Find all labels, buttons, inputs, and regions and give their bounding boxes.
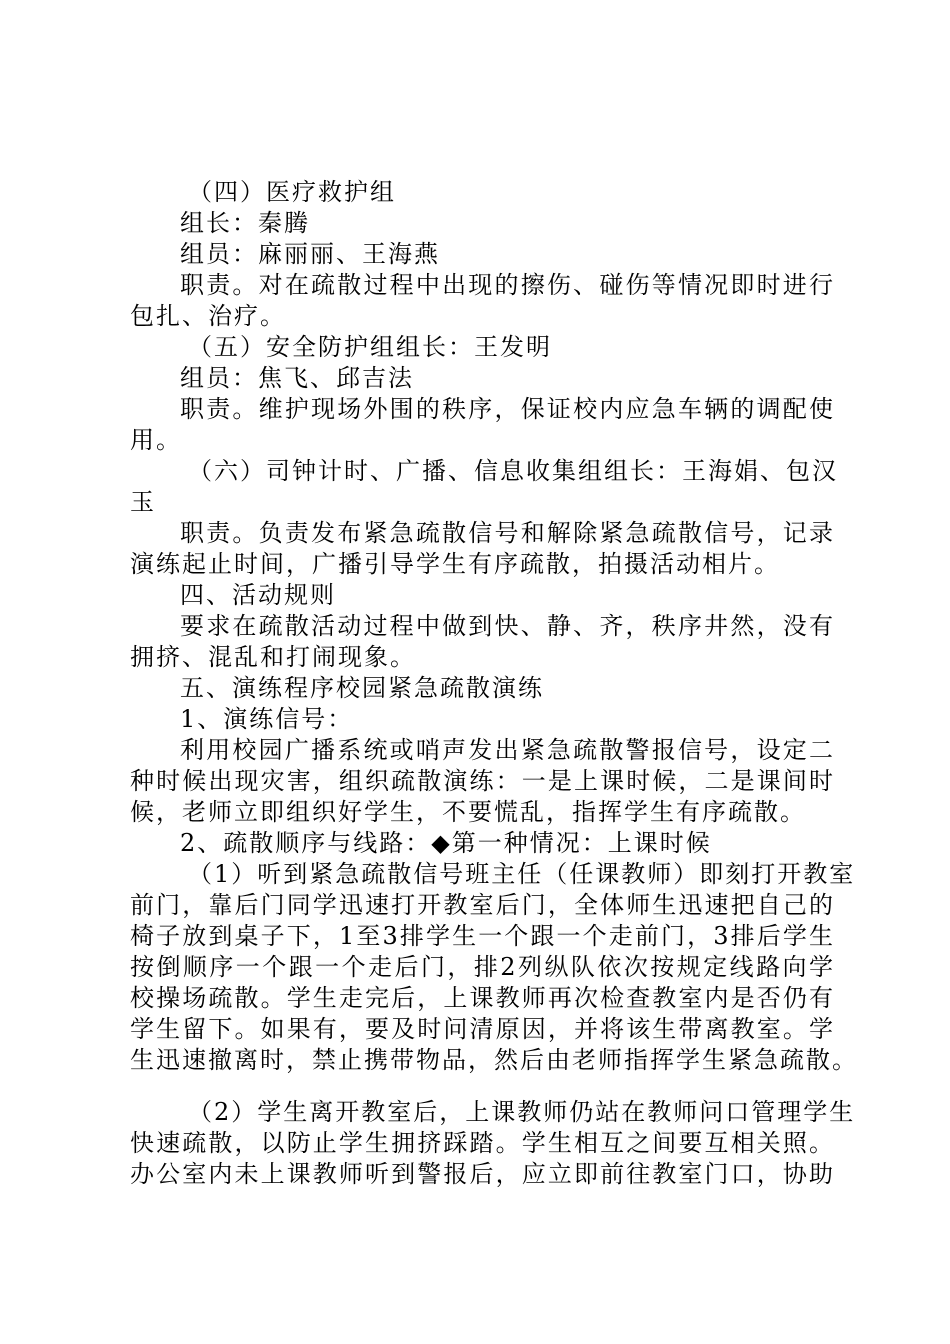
text-line: 职责。维护现场外围的秩序，保证校内应急车辆的调配使: [180, 395, 835, 423]
heading-safety-group: （五）安全防护组组长：王发明: [188, 333, 552, 361]
text-line: 按倒顺序一个跟一个走后门，排2列纵队依次按规定线路向学: [130, 953, 835, 981]
text-line: 校操场疏散。学生走完后，上课教师再次检查教室内是否仍有: [130, 984, 835, 1012]
text-line: 快速疏散，以防止学生拥挤踩踏。学生相互之间要互相关照。: [130, 1129, 835, 1157]
text-line: 椅子放到桌子下，1至3排学生一个跟一个走前门，3排后学生: [130, 922, 835, 950]
heading-drill-signal: 1、演练信号：: [180, 705, 354, 733]
text-line: 用。: [130, 426, 182, 454]
heading-medical-group: （四）医疗救护组: [188, 178, 396, 206]
text-line: 包扎、治疗。: [130, 302, 286, 330]
text-line: 演练起止时间，广播引导学生有序疏散，拍摄活动相片。: [130, 550, 780, 578]
text-line: （1）听到紧急疏散信号班主任（任课教师）即刻打开教室: [188, 860, 856, 888]
text-line: 要求在疏散活动过程中做到快、静、齐，秩序井然，没有: [180, 612, 835, 640]
text-line: 拥挤、混乱和打闹现象。: [130, 643, 416, 671]
heading-activity-rules: 四、活动规则: [180, 581, 336, 609]
text-line: 办公室内未上课教师听到警报后，应立即前往教室门口，协助: [130, 1160, 835, 1188]
text-line: 组长：秦腾: [180, 209, 310, 237]
text-line: 玉: [130, 488, 156, 516]
heading-drill-procedure: 五、演练程序校园紧急疏散演练: [180, 674, 544, 702]
text-line: 学生留下。如果有，要及时问清原因，并将该生带离教室。学: [130, 1015, 835, 1043]
text-line: 职责。负责发布紧急疏散信号和解除紧急疏散信号，记录: [180, 519, 835, 547]
text-line: 职责。对在疏散过程中出现的擦伤、碰伤等情况即时进行: [180, 271, 835, 299]
heading-evacuation-route: 2、疏散顺序与线路：◆第一种情况：上课时候: [180, 829, 712, 857]
heading-broadcast-group: （六）司钟计时、广播、信息收集组组长：王海娟、包汉: [188, 457, 838, 485]
text-line: 种时候出现灾害，组织疏散演练：一是上课时候，二是课间时: [130, 767, 835, 795]
text-line: 利用校园广播系统或哨声发出紧急疏散警报信号，设定二: [180, 736, 835, 764]
text-line: （2）学生离开教室后，上课教师仍站在教师问口管理学生: [188, 1098, 856, 1126]
text-line: 候，老师立即组织好学生，不要慌乱，指挥学生有序疏散。: [130, 798, 806, 826]
text-line: 前门，靠后门同学迅速打开教室后门，全体师生迅速把自己的: [130, 891, 835, 919]
text-line: 组员：焦飞、邱吉法: [180, 364, 414, 392]
text-line: 组员：麻丽丽、王海燕: [180, 240, 440, 268]
text-line: 生迅速撤离时，禁止携带物品，然后由老师指挥学生紧急疏散。: [130, 1046, 858, 1074]
